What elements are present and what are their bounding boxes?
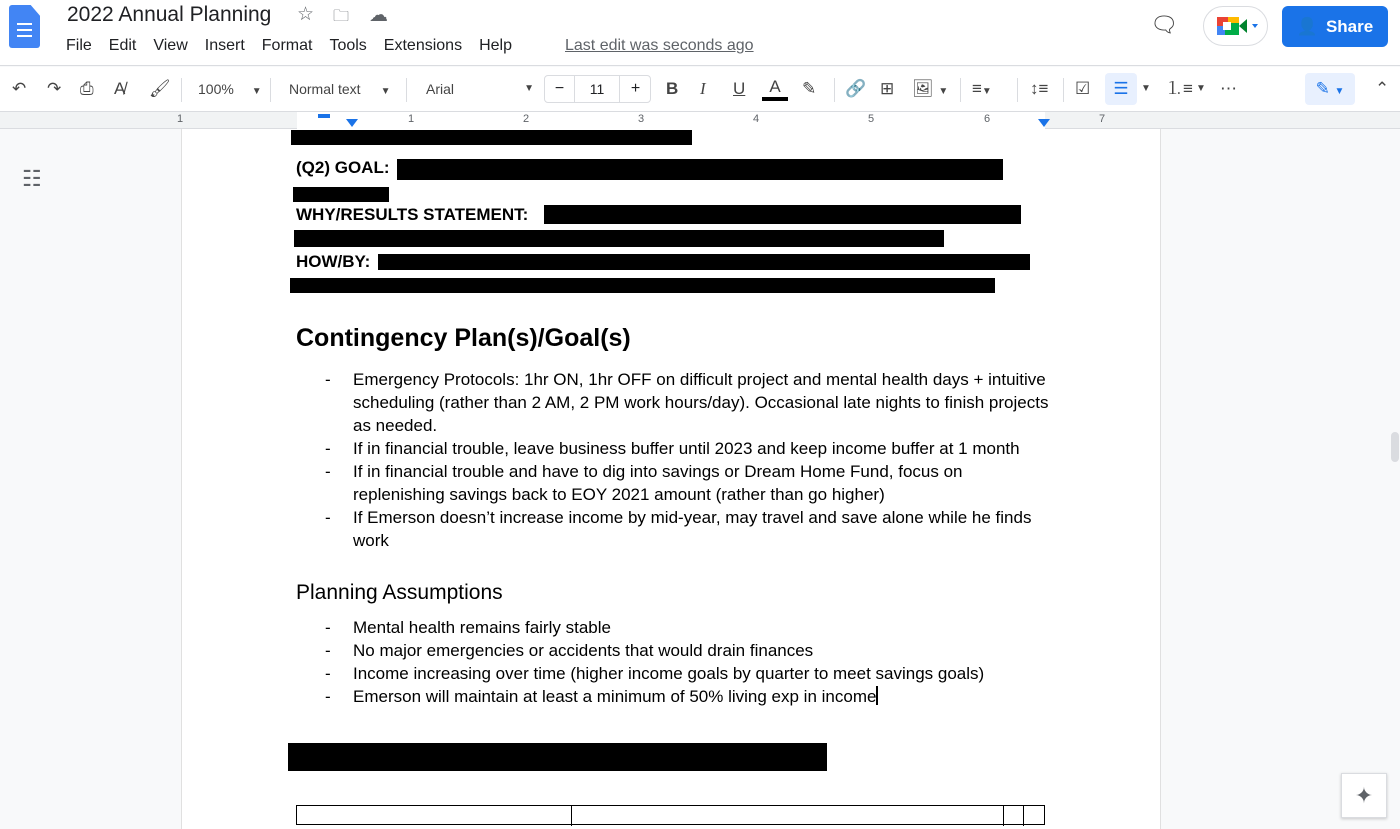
list-item: - If in financial trouble, leave business buffer until 2023 and keep income buffer at 1 month	[296, 437, 1056, 460]
decrease-font-size-button[interactable]: −	[554, 80, 565, 97]
redacted-block	[291, 130, 692, 145]
checklist-icon[interactable]: ☑	[1075, 79, 1091, 98]
redacted-block	[544, 205, 1021, 224]
document-outline-icon[interactable]: ☷	[22, 166, 42, 191]
link-icon[interactable]: 🔗	[845, 79, 867, 98]
redacted-block	[378, 254, 1030, 270]
numbered-options-chevron-icon[interactable]: ▼	[1196, 83, 1206, 94]
editing-mode-button[interactable]: ✎ ▼	[1305, 73, 1355, 105]
underline-icon[interactable]: U	[733, 79, 746, 98]
move-folder-icon[interactable]: 🗀	[333, 8, 350, 25]
redacted-block	[397, 159, 1003, 180]
text-color-icon[interactable]: A	[762, 77, 788, 101]
increase-font-size-button[interactable]: +	[630, 80, 641, 97]
toolbar	[0, 67, 1400, 112]
cloud-saved-icon[interactable]: ☁	[369, 5, 388, 26]
menu-insert[interactable]: Insert	[204, 37, 245, 54]
share-person-icon: 👤	[1296, 16, 1318, 36]
explore-icon: ✦	[1354, 782, 1374, 808]
undo-icon[interactable]: ↶	[12, 79, 27, 98]
docs-logo-icon[interactable]	[9, 5, 40, 48]
comments-icon[interactable]: 🗨	[1150, 12, 1178, 37]
contingency-heading: Contingency Plan(s)/Goal(s)	[296, 324, 631, 352]
bold-icon[interactable]: B	[666, 79, 679, 98]
font-size-stepper	[544, 75, 651, 103]
font-size-input[interactable]: 11	[574, 76, 620, 102]
menu-file[interactable]: File	[66, 37, 92, 54]
paint-format-icon[interactable]: 🖌	[149, 79, 171, 98]
list-item: - Emerson will maintain at least a minimum of 50% living exp in income	[296, 685, 1056, 708]
last-edit-link[interactable]: Last edit was seconds ago	[565, 37, 754, 54]
right-indent-marker[interactable]	[1038, 119, 1050, 127]
goal-label: (Q2) GOAL:	[296, 158, 390, 177]
bulleted-list-icon[interactable]: ☰	[1105, 73, 1137, 105]
assumptions-heading: Planning Assumptions	[296, 581, 503, 604]
redo-icon[interactable]: ↷	[47, 79, 62, 98]
redacted-block	[288, 743, 827, 771]
scrollbar-thumb[interactable]	[1391, 432, 1399, 462]
menu-view[interactable]: View	[153, 37, 188, 54]
assumptions-list	[296, 616, 1056, 708]
style-select[interactable]: Normal text ▼	[289, 81, 391, 97]
first-line-indent-marker[interactable]	[318, 114, 330, 118]
menu-bar	[66, 37, 529, 55]
document-table[interactable]	[296, 805, 1045, 825]
insert-image-icon[interactable]: 🖼 ▼	[912, 79, 949, 98]
ruler[interactable]: 1 1 2 3 4 5 6 7	[0, 112, 1400, 129]
print-icon[interactable]: ⎙	[80, 79, 94, 98]
align-icon[interactable]: ≡▼	[972, 79, 992, 98]
list-item: - If in financial trouble and have to dig into savings or Dream Home Fund, focus on replenishing savings back to EOY 2021 amount (rather than go higher)	[296, 460, 1056, 506]
menu-tools[interactable]: Tools	[329, 37, 367, 54]
why-results-label: WHY/RESULTS STATEMENT:	[296, 205, 529, 224]
explore-button[interactable]	[1341, 773, 1387, 818]
meet-icon	[1204, 7, 1267, 45]
how-by-label: HOW/BY:	[296, 252, 371, 271]
contingency-list	[296, 368, 1056, 552]
text-cursor	[876, 686, 878, 705]
add-comment-icon[interactable]: ⊞	[880, 79, 895, 98]
more-icon[interactable]: ⋯	[1220, 79, 1237, 98]
font-select[interactable]: Arial ▼	[426, 81, 534, 97]
collapse-menus-icon[interactable]: ⌃	[1375, 79, 1390, 98]
redacted-block	[293, 187, 389, 202]
highlight-icon[interactable]: ✎	[802, 79, 817, 98]
redacted-block	[294, 230, 944, 247]
numbered-list-icon[interactable]: ⒈≡	[1166, 79, 1193, 98]
header	[0, 0, 1400, 66]
list-item: - Emergency Protocols: 1hr ON, 1hr OFF on difficult project and mental health days + intuitive scheduling (rather than 2 AM, 2 PM work hours/day). Occasional late nights to finish projects as needed.	[296, 368, 1056, 437]
menu-edit[interactable]: Edit	[108, 37, 137, 54]
bullet-options-chevron-icon[interactable]: ▼	[1141, 83, 1151, 94]
menu-help[interactable]: Help	[479, 37, 512, 54]
line-spacing-icon[interactable]: ↕≡	[1030, 79, 1049, 98]
spellcheck-icon[interactable]: A̸	[114, 79, 126, 98]
menu-format[interactable]: Format	[261, 37, 313, 54]
share-button[interactable]: 👤 Share	[1282, 6, 1388, 47]
zoom-select[interactable]: 100% ▼	[198, 81, 262, 97]
list-item: - Income increasing over time (higher income goals by quarter to meet savings goals)	[296, 662, 1056, 685]
left-indent-marker[interactable]	[346, 119, 358, 127]
document-title[interactable]: 2022 Annual Planning	[67, 3, 272, 26]
list-item: - No major emergencies or accidents that would drain finances	[296, 639, 1056, 662]
redacted-block	[290, 278, 995, 293]
menu-extensions[interactable]: Extensions	[383, 37, 463, 54]
list-item: - Mental health remains fairly stable	[296, 616, 1056, 639]
italic-icon[interactable]: I	[700, 79, 706, 98]
list-item: - If Emerson doesn’t increase income by mid-year, may travel and save alone while he finds work	[296, 506, 1056, 552]
meet-button[interactable]	[1203, 6, 1268, 46]
star-icon[interactable]: ☆	[297, 4, 315, 25]
